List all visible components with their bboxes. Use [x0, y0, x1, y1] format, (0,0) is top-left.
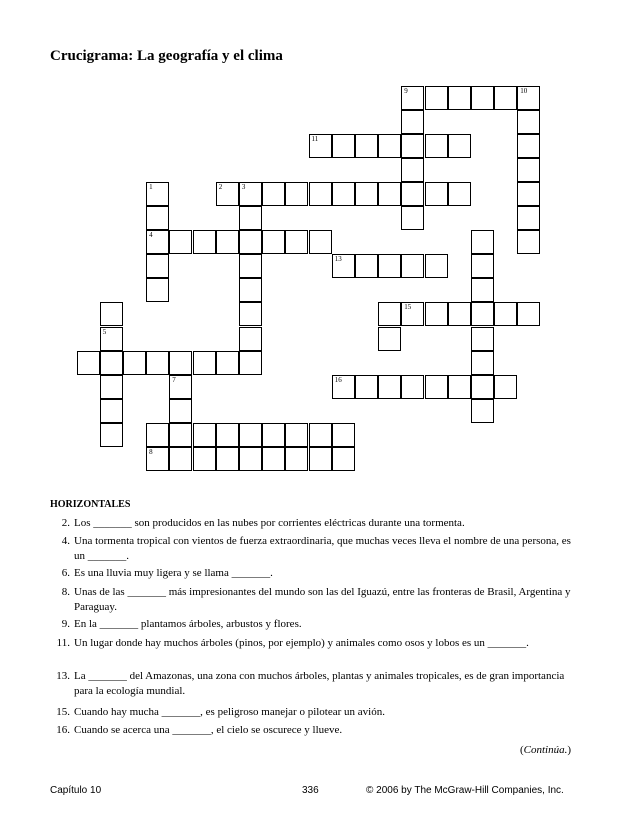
crossword-cell[interactable] — [401, 254, 424, 278]
crossword-cell[interactable] — [309, 134, 332, 158]
clue-number-label: 13 — [334, 255, 342, 264]
crossword-cell[interactable] — [239, 447, 262, 471]
crossword-cell[interactable] — [448, 182, 471, 206]
crossword-cell[interactable] — [517, 206, 540, 230]
crossword-cell[interactable] — [239, 327, 262, 351]
clue-number-label: 3 — [241, 182, 246, 191]
crossword-cell[interactable] — [146, 423, 169, 447]
crossword-cell[interactable] — [146, 206, 169, 230]
crossword-cell[interactable] — [448, 375, 471, 399]
footer-chapter: Capítulo 10 — [50, 785, 102, 796]
crossword-cell[interactable] — [425, 302, 448, 326]
crossword-cell[interactable] — [517, 110, 540, 134]
crossword-cell[interactable] — [332, 134, 355, 158]
clue-number-label: 5 — [102, 327, 107, 336]
clue-number-label: 8 — [149, 448, 153, 456]
crossword-cell[interactable] — [285, 230, 308, 254]
crossword-cell[interactable] — [332, 447, 355, 471]
clue-text: La _______ del Amazonas, una zona con muchos árboles, plantas y animales tropicales, es de gran importancia para la ecología mundial. — [74, 670, 565, 697]
clue-number-label: 10 — [520, 86, 528, 95]
clue-text: Unas de las _______ más impresionantes del mundo son las del Iguazú, entre las fronteras de Brasil, Argentina y Paraguay. — [74, 586, 571, 613]
crossword-cell[interactable] — [401, 302, 424, 326]
crossword-cell[interactable] — [193, 351, 216, 375]
crossword-cell[interactable] — [425, 86, 448, 110]
crossword-cell[interactable] — [193, 447, 216, 471]
crossword-cell[interactable] — [146, 230, 169, 254]
page-title: Crucigrama: La geografía y el clima — [50, 48, 283, 64]
crossword-cell[interactable] — [193, 423, 216, 447]
clue-number-label: 4 — [149, 231, 153, 240]
clue-number: 6. — [61, 567, 70, 579]
clue-number: 16. — [56, 724, 70, 736]
crossword-cell[interactable] — [425, 375, 448, 399]
crossword-cell[interactable] — [146, 351, 169, 375]
clue-number-label: 15 — [404, 303, 412, 312]
crossword-cell[interactable] — [309, 447, 332, 471]
crossword-cell[interactable] — [262, 423, 285, 447]
crossword-cell[interactable] — [471, 230, 494, 254]
crossword-cell[interactable] — [494, 86, 517, 110]
crossword-cell[interactable] — [100, 423, 123, 447]
clue-number-label: 11 — [311, 134, 319, 143]
crossword-cell[interactable] — [332, 254, 355, 278]
crossword-cell[interactable] — [517, 230, 540, 254]
crossword-cell[interactable] — [169, 447, 192, 471]
clue-text: Un lugar donde hay muchos árboles (pinos, por ejemplo) y animales como osos y lobos es un _______. — [74, 637, 529, 649]
crossword-cell[interactable] — [100, 302, 123, 326]
crossword-cell[interactable] — [332, 423, 355, 447]
clue-number: 13. — [56, 670, 70, 682]
crossword-cell[interactable] — [262, 182, 285, 206]
crossword-cell[interactable] — [401, 182, 424, 206]
crossword-cell[interactable] — [216, 423, 239, 447]
crossword-cell[interactable] — [169, 230, 192, 254]
crossword-cell[interactable] — [471, 327, 494, 351]
crossword-cell[interactable] — [471, 86, 494, 110]
crossword-cell[interactable] — [401, 110, 424, 134]
crossword-cell[interactable] — [309, 230, 332, 254]
crossword-cell[interactable] — [285, 447, 308, 471]
continued-note: (Continúa.) — [519, 744, 571, 756]
crossword-cell[interactable] — [494, 302, 517, 326]
clue-number: 15. — [56, 706, 70, 718]
crossword-cell[interactable] — [216, 182, 239, 206]
crossword-cell[interactable] — [100, 351, 123, 375]
crossword-cell[interactable] — [378, 327, 401, 351]
crossword-cell[interactable] — [169, 351, 192, 375]
crossword-cell[interactable] — [425, 254, 448, 278]
crossword-cell[interactable] — [146, 254, 169, 278]
crossword-cell[interactable] — [471, 302, 494, 326]
crossword-cell[interactable] — [146, 447, 169, 471]
crossword-cell[interactable] — [378, 375, 401, 399]
clue-number-label: 16 — [334, 375, 342, 384]
crossword-cell[interactable] — [401, 86, 424, 110]
clue-text: Los _______ son producidos en las nubes por corrientes eléctricas durante una tormenta. — [74, 517, 465, 529]
clue-number: 2. — [61, 517, 70, 529]
crossword-cell[interactable] — [448, 134, 471, 158]
crossword-cell[interactable] — [425, 134, 448, 158]
crossword-cell[interactable] — [239, 351, 262, 375]
crossword-cell[interactable] — [100, 399, 123, 423]
crossword-cell[interactable] — [239, 182, 262, 206]
crossword-cell[interactable] — [401, 206, 424, 230]
crossword-cell[interactable] — [471, 278, 494, 302]
crossword-cell[interactable] — [239, 206, 262, 230]
clue-number-label: 9 — [404, 86, 408, 95]
crossword-cell[interactable] — [100, 375, 123, 399]
clue-text: En la _______ plantamos árboles, arbustos y flores. — [74, 618, 302, 630]
crossword-cell[interactable] — [285, 182, 308, 206]
clue-number-label: 2 — [218, 182, 223, 191]
crossword-cell[interactable] — [401, 375, 424, 399]
crossword-cell[interactable] — [309, 182, 332, 206]
crossword-cell[interactable] — [471, 399, 494, 423]
crossword-cell[interactable] — [378, 182, 401, 206]
crossword-cell[interactable] — [169, 423, 192, 447]
clue-text: Una tormenta tropical con vientos de fuerza extraordinaria, que muchas veces lleva el nombre de una persona, es un _______. — [74, 535, 571, 562]
crossword-cell[interactable] — [193, 230, 216, 254]
crossword-cell[interactable] — [239, 423, 262, 447]
crossword-cell[interactable] — [123, 351, 146, 375]
crossword-cell[interactable] — [355, 254, 378, 278]
crossword-cell[interactable] — [216, 230, 239, 254]
crossword-cell[interactable] — [77, 351, 100, 375]
crossword-cell[interactable] — [401, 134, 424, 158]
crossword-cell[interactable] — [309, 423, 332, 447]
crossword-cell[interactable] — [146, 278, 169, 302]
clue-number: 4. — [61, 535, 70, 547]
crossword-cell[interactable] — [448, 86, 471, 110]
crossword-cell[interactable] — [285, 423, 308, 447]
crossword-cell[interactable] — [332, 375, 355, 399]
clue-number: 9. — [61, 618, 70, 630]
crossword-cell[interactable] — [216, 447, 239, 471]
crossword-cell[interactable] — [517, 134, 540, 158]
crossword-cell[interactable] — [448, 302, 471, 326]
crossword-cell[interactable] — [494, 375, 517, 399]
crossword-cell[interactable] — [517, 182, 540, 206]
crossword-cell[interactable] — [332, 182, 355, 206]
crossword-cell[interactable] — [100, 327, 123, 351]
crossword-cell[interactable] — [355, 182, 378, 206]
crossword-cell[interactable] — [471, 375, 494, 399]
crossword-cell[interactable] — [146, 182, 169, 206]
clue-text: Cuando se acerca una _______, el cielo se oscurece y llueve. — [74, 724, 343, 736]
clues-heading: HORIZONTALES — [50, 499, 131, 510]
crossword-cell[interactable] — [471, 254, 494, 278]
crossword-cell[interactable] — [239, 278, 262, 302]
crossword-cell[interactable] — [169, 375, 192, 399]
crossword-cell[interactable] — [378, 134, 401, 158]
crossword-cell[interactable] — [239, 254, 262, 278]
crossword-cell[interactable] — [239, 302, 262, 326]
crossword-cell[interactable] — [355, 134, 378, 158]
clue-number: 11. — [56, 637, 70, 649]
footer-page-number: 336 — [302, 785, 319, 796]
crossword-cell[interactable] — [401, 158, 424, 182]
crossword-cell[interactable] — [355, 375, 378, 399]
clue-number-label: 1 — [149, 182, 153, 191]
crossword-cell[interactable] — [425, 182, 448, 206]
crossword-cell[interactable] — [262, 230, 285, 254]
crossword-cell[interactable] — [517, 86, 540, 110]
crossword-cell[interactable] — [239, 230, 262, 254]
clue-number-label: 7 — [172, 375, 176, 384]
crossword-cell[interactable] — [216, 351, 239, 375]
crossword-cell[interactable] — [471, 351, 494, 375]
crossword-cell[interactable] — [517, 302, 540, 326]
crossword-cell[interactable] — [262, 447, 285, 471]
crossword-cell[interactable] — [378, 302, 401, 326]
continued-text: Continúa. — [523, 744, 568, 756]
footer-copyright: © 2006 by The McGraw-Hill Companies, Inc. — [366, 785, 564, 796]
crossword-cell[interactable] — [517, 158, 540, 182]
crossword-cell[interactable] — [169, 399, 192, 423]
clue-text: Cuando hay mucha _______, es peligroso manejar o pilotear un avión. — [74, 706, 385, 718]
clue-text: Es una lluvia muy ligera y se llama _______. — [74, 567, 273, 579]
clue-number: 8. — [61, 586, 70, 598]
crossword-cell[interactable] — [378, 254, 401, 278]
